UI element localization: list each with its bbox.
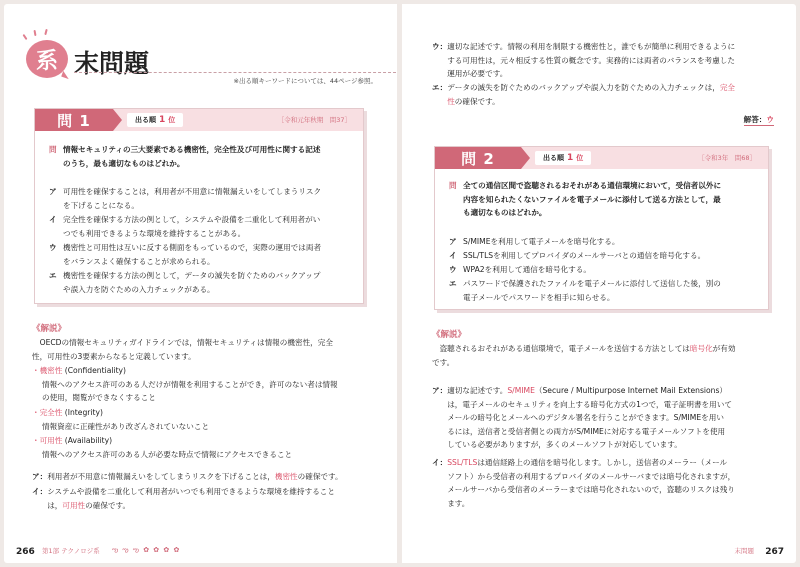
answer-a: ア： 利用者が不用意に情報漏えいをしてしまうリスクを下げることは，機密性の確保です。 (32, 472, 343, 481)
question-text: 問 情報セキュリティの三大要素である機密性，完全性及び可用性に関する記述 のうち，最も適切なものはどれか。 (49, 145, 321, 168)
right-page (402, 4, 796, 563)
badge-ray-icon (33, 30, 36, 36)
option-u: ウ 機密性と可用性は互いに反する側面をもっているので，実際の運用では両者 をバランスよく確保することが求められる。 (49, 243, 322, 266)
explanation-heading: 《解説》 (32, 324, 67, 334)
page-title: 末問題 (74, 49, 150, 78)
page-number: 267 (765, 547, 784, 557)
answer-u: ウ： 適切な記述です。情報の利用を制限する機密性と，誰でもが簡単に利用できるように する可用性は，元々相反する性質の概念です。実務的には両者のバランスを考慮した 運用が必要です。 (432, 42, 736, 79)
option-a: ア 可用性を確保することは，利用者が不用意に情報漏えいをしてしまうリスク を下げることになる。 (49, 187, 322, 210)
answer-e: エ： データの滅失を防ぐためのバックアップや誤入力を防ぐための入力チェックは，完全 性の確保です。 (432, 83, 735, 106)
question-2-box (434, 146, 769, 310)
term-confidentiality: ・機密性 (Confidentiality) 情報へのアクセス許可のある人だけが情報を利用することができ，許可のない者は情報 の使用，閲覧ができなくすること (32, 366, 338, 403)
rank-badge: 出る順 1 位 (127, 113, 183, 127)
option-a: ア S/MIMEを利用して電子メールを暗号化する。 (449, 237, 620, 246)
term-availability: ・可用性 (Availability) 情報へのアクセス許可のある人が必要な時点で情報にアクセスできること (32, 436, 293, 459)
question-source: ［令和元年秋期 問37］ (277, 116, 351, 124)
left-page (4, 4, 397, 563)
rank-badge: 出る順 1 位 (535, 151, 591, 165)
question-source: ［令和3年 問68］ (698, 154, 756, 162)
answer-smime: ア： 適切な記述です。S/MIME（Secure / Multipurpose Internet Mail Extensions） は，電子メールのセキュリティを向上する暗号化方式の1つで，電子証明書を用いて メールの暗号化とメールへのデジタル署名を行うことができます。S/MIMEを用い るには，送信者と受信者側との両方がS/MIMEに対応する電子メールソフトを使用 している必要がありますが，多くのメールソフトが対応しています。 (432, 386, 732, 450)
option-e: エ パスワードで保護されたファイルを電子メールに添付して送信した後，別の 電子メールでパスワードを相手に知らせる。 (449, 279, 721, 302)
chapter-badge: 系 (26, 40, 68, 78)
badge-ray-icon (22, 34, 27, 40)
option-u: ウ WPA2を利用して通信を暗号化する。 (449, 265, 591, 274)
question-number: 問 2 (435, 147, 521, 169)
title-divider (74, 72, 396, 73)
option-e: エ 機密性を確保する方法の例として，データの滅失を防ぐためのバックアップ や誤入力を防ぐための入力チェックがある。 (49, 271, 321, 294)
question-text: 問 全ての通信区間で盗聴されるおそれがある通信環境において，受信者以外に 内容を知られたくないファイルを電子メールに添付して送る方法として，最 も適切なものはどれか。 (449, 181, 722, 218)
footer-section: 第1部 テクノロジ系 (42, 547, 100, 555)
page-number: 266 (16, 547, 35, 557)
keyword-note: ※出る順キーワードについては、44ページ参照。 (233, 77, 377, 85)
answer-ssltls: イ： SSL/TLSは通信経路上の通信を暗号化します。しかし，送信者のメーラー（メール ソフト）から受信者の利用するプロバイダのメールサーバまでは暗号化されますが， メールサーバから受信者のメーラーまでは暗号化されないので，盗聴のリスクは残り ます。 (432, 458, 736, 508)
explanation-intro: 盗聴されるおそれがある通信環境で，電子メールを送信する方法としては暗号化が有効 です。 (432, 344, 736, 367)
answer-i: イ： システムや設備を二重化して利用者がいつでも利用できるような環境を維持すること は，可用性の確保です。 (32, 487, 335, 510)
option-i: イ 完全性を確保する方法の例として，システムや設備を二重化して利用者がい つでも利用できるような環境を維持することがある。 (49, 215, 321, 238)
option-i: イ SSL/TLSを利用してプロバイダのメールサーバとの通信を暗号化する。 (449, 251, 706, 260)
explanation-intro: OECDの情報セキュリティガイドラインでは，情報セキュリティは情報の機密性，完全 性，可用性の3要素からなると定義しています。 (32, 338, 333, 361)
question-number: 問 1 (35, 109, 113, 131)
footer-section: 末問題 (734, 547, 754, 555)
badge-ray-icon (44, 29, 47, 35)
answer-key: 解答：ウ (743, 115, 774, 124)
question-1-box (34, 108, 364, 304)
cat-paw-icon: ఌ ఌ ఌ ✿ ✿ ✿ ✿ (112, 546, 181, 554)
explanation-heading: 《解説》 (432, 330, 467, 340)
term-integrity: ・完全性 (Integrity) 情報資産に正確性があり改ざんされていないこと (32, 408, 210, 431)
